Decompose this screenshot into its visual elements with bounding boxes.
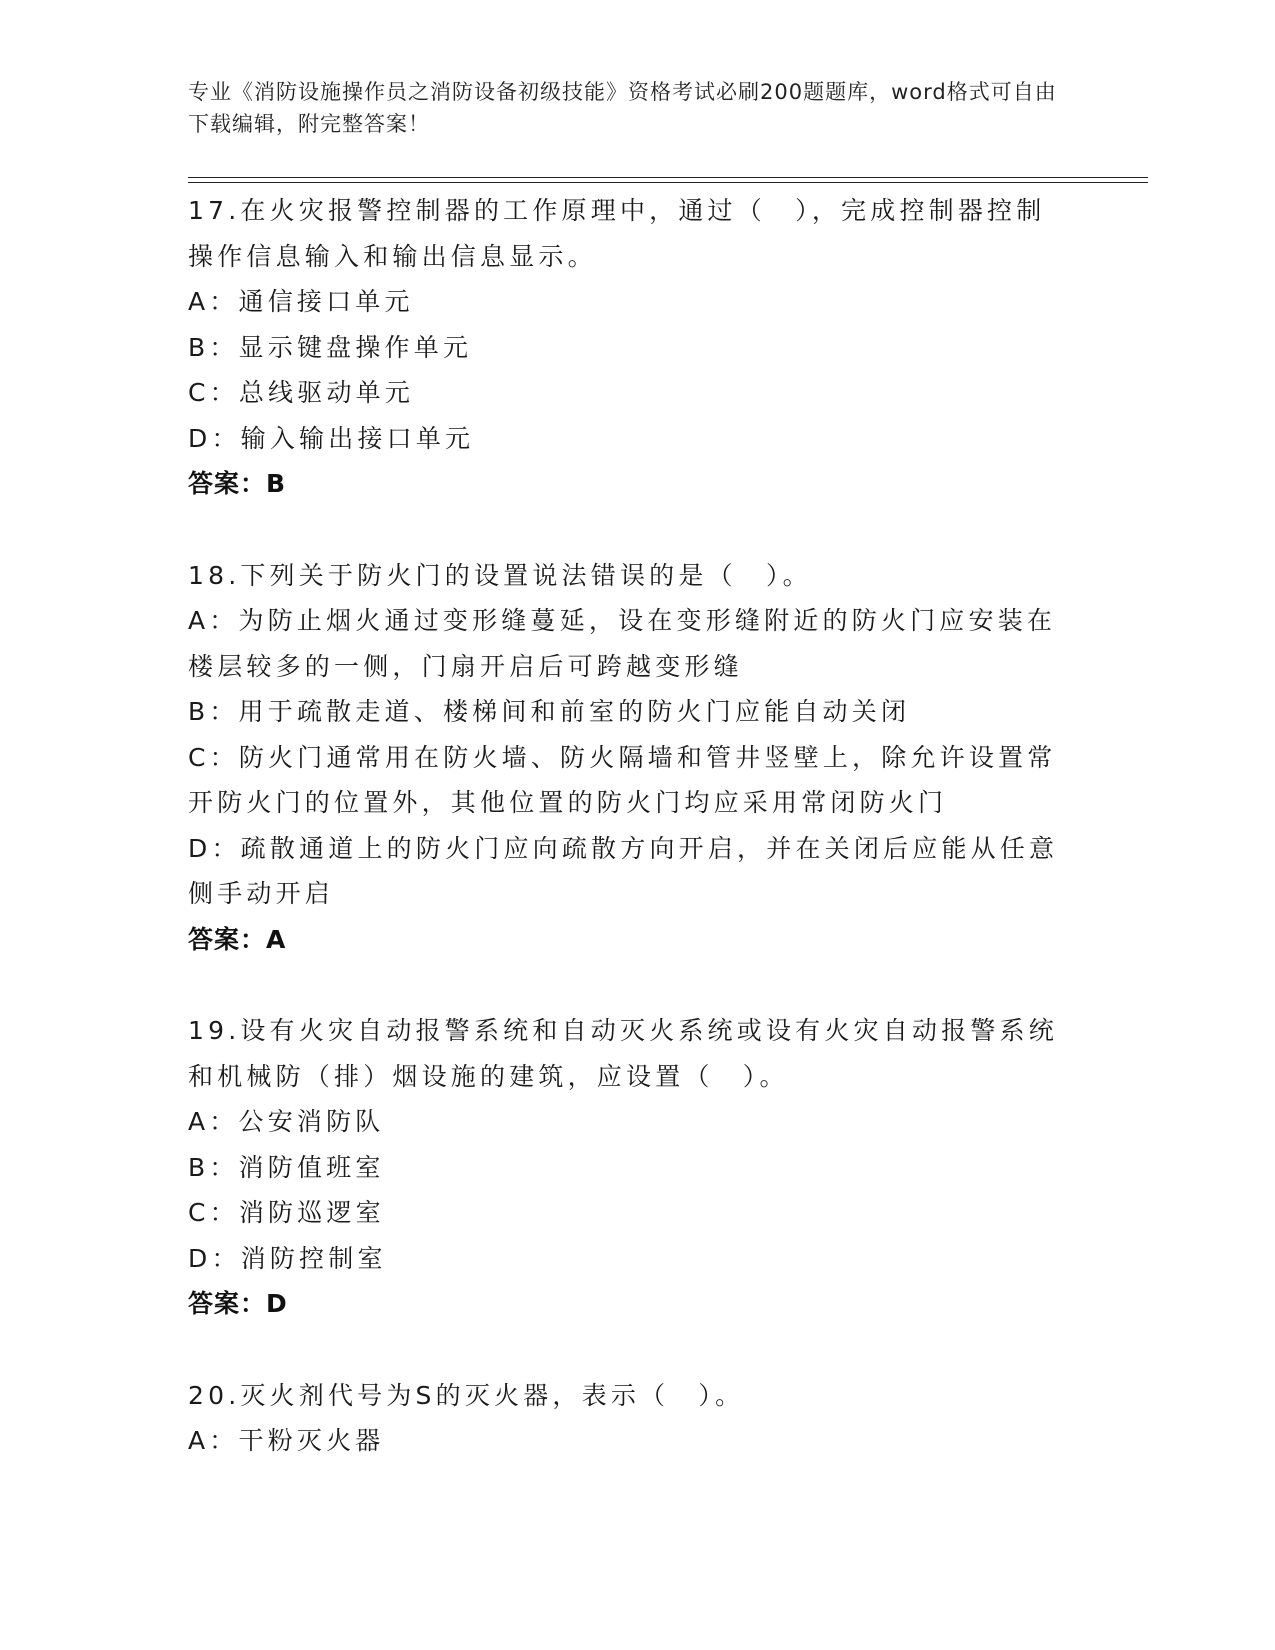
option-b: B：消防值班室 [188, 1152, 385, 1182]
option-c: C：总线驱动单元 [188, 378, 415, 407]
question-stem: 19.设有火灾自动报警系统和自动灭火系统或设有火灾自动报警系统和机械防（排）烟设施的建筑，应设置（ ）。 [188, 1016, 1058, 1091]
option-a: A：干粉灭火器 [188, 1426, 385, 1455]
question-18 [188, 553, 1068, 963]
question-stem: 18.下列关于防火门的设置说法错误的是（ ）。 [188, 560, 812, 590]
document-header: 专业《消防设施操作员之消防设备初级技能》资格考试必刷200题题库，word格式可自由下载编辑，附完整答案！ [188, 80, 1057, 136]
option-b: B：用于疏散走道、楼梯间和前室的防火门应能自动关闭 [188, 697, 911, 726]
option-c: C：消防巡逻室 [188, 1198, 385, 1227]
option-d: D：输入输出接口单元 [188, 423, 475, 453]
question-20 [188, 1373, 1068, 1464]
option-d: D：疏散通道上的防火门应向疏散方向开启，并在关闭后应能从任意侧手动开启 [188, 833, 1059, 908]
question-list [188, 188, 1068, 1510]
question-stem: 17.在火灾报警控制器的工作原理中，通过（ ），完成控制器控制操作信息输入和输出信息显示。 [188, 196, 1046, 271]
question-19 [188, 1008, 1068, 1327]
question-17 [188, 188, 1068, 507]
option-a: A：为防止烟火通过变形缝蔓延，设在变形缝附近的防火门应安装在楼层较多的一侧，门扇开启后可跨越变形缝 [188, 606, 1057, 681]
option-d: D：消防控制室 [188, 1243, 387, 1273]
header-divider-top [188, 177, 1148, 178]
answer-label: 答案：A [188, 924, 287, 954]
option-b: B：显示键盘操作单元 [188, 332, 473, 362]
header-divider-bottom [188, 182, 1148, 183]
question-stem: 20.灭火剂代号为S的灭火器，表示（ ）。 [188, 1380, 745, 1410]
answer-label: 答案：D [188, 1289, 288, 1318]
option-c: C：防火门通常用在防火墙、防火隔墙和管井竖壁上，除允许设置常开防火门的位置外，其他位置的防火门均应采用常闭防火门 [188, 742, 1057, 817]
option-a: A：通信接口单元 [188, 287, 414, 316]
option-a: A：公安消防队 [188, 1107, 385, 1136]
answer-label: 答案：B [188, 469, 287, 498]
